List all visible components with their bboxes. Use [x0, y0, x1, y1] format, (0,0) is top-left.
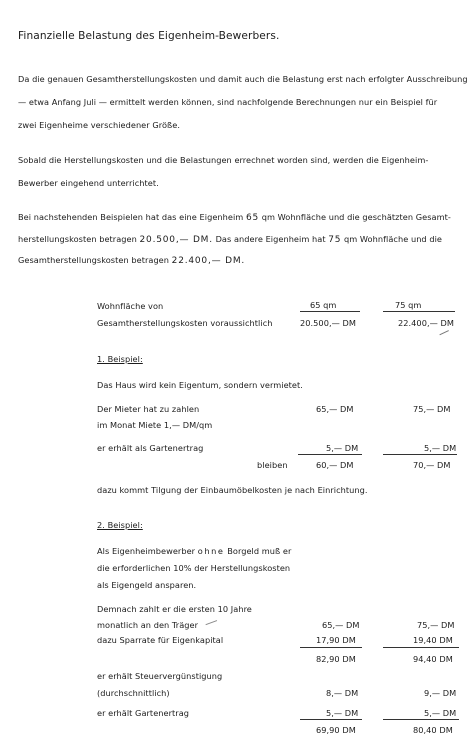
p3-cost-20500: 20.500,— DM.	[139, 235, 213, 245]
sparrate-label: dazu Sparrate für Eigenkapital	[97, 635, 224, 645]
b1-garten-col2: 5,— DM	[424, 443, 457, 453]
p3-text-l2c: Das andere Eigenheim hat	[215, 234, 326, 244]
p3-text-l2a: herstellungskosten betragen	[18, 234, 137, 244]
mieter-col1: 65,— DM	[316, 404, 354, 414]
intro-p3-line3	[18, 255, 245, 266]
b2-sum-rule-col1	[300, 647, 362, 648]
col1-header-rule	[300, 311, 360, 312]
kosten-col1: 20.500,— DM	[300, 318, 356, 328]
beispiel1-heading: 1. Beispiel:	[97, 354, 143, 364]
b2-text-a: Als Eigenheimbewerber	[97, 546, 196, 556]
b2-text-line2: die erforderlichen 10% der Herstellungskosten	[97, 563, 291, 573]
wohnflaeche-label: Wohnfläche von	[97, 301, 164, 311]
b2-sum-rule-col2	[383, 647, 459, 648]
sparrate-col2: 19,40 DM	[413, 635, 453, 645]
b1-col1-rule	[298, 454, 362, 455]
col2-header-rule	[383, 311, 455, 312]
total-col2: 80,40 DM	[413, 725, 453, 735]
b1-col2-rule	[383, 454, 457, 455]
bleiben-label: bleiben	[257, 460, 288, 470]
b2-total-rule-col2	[383, 719, 459, 720]
total-col1: 69,90 DM	[316, 725, 356, 735]
b2-total-rule-col1	[300, 719, 362, 720]
pen-mark-2	[206, 620, 219, 629]
col2-area: 75 qm	[395, 300, 422, 310]
b2-garten-col1: 5,— DM	[326, 708, 359, 718]
traeger-col1: 65,— DM	[322, 620, 360, 630]
b2-text-line1	[97, 546, 291, 556]
p3-area-75: 75	[328, 235, 342, 245]
b1-garten-col1: 5,— DM	[326, 443, 359, 453]
steuer-line1: er erhält Steuervergünstigung	[97, 671, 223, 681]
intro-p1-line3: zwei Eigenheime verschiedener Größe.	[18, 120, 180, 130]
b2-text-line3: als Eigengeld ansparen.	[97, 580, 197, 590]
mieter-line1: Der Mieter hat zu zahlen	[97, 404, 200, 414]
p3-text-c: qm Wohnfläche und die geschätzten Gesamt-	[261, 212, 451, 222]
intro-p2-line1: Sobald die Herstellungskosten und die Belastungen errechnet worden sind, werden die Eigenheim-	[18, 155, 429, 165]
p3-area-65: 65	[246, 213, 260, 223]
page-title: Finanzielle Belastung des Eigenheim-Bewerbers.	[18, 30, 280, 42]
mieter-line2: im Monat Miete 1,— DM/qm	[97, 420, 213, 430]
intro-p3-line2	[18, 234, 442, 245]
intro-p3-line1	[18, 212, 451, 223]
pen-mark	[439, 330, 450, 339]
beispiel2-heading: 2. Beispiel:	[97, 520, 143, 530]
intro-p1-line1: Da die genauen Gesamtherstellungskosten und damit auch die Belastung erst nach erfolgter Ausschreibung	[18, 74, 468, 84]
p3-cost-22400: 22.400,— DM.	[171, 256, 246, 266]
col1-area: 65 qm	[310, 300, 337, 310]
p3-text-a: Bei nachstehenden Beispielen hat das eine Eigenheim	[18, 212, 244, 222]
sum1-col1: 82,90 DM	[316, 654, 356, 664]
b2-garten-col2: 5,— DM	[424, 708, 457, 718]
b2-garten-label: er erhält Gartenertrag	[97, 708, 190, 718]
b2-text-c: Borgeld muß er	[227, 546, 292, 556]
sparrate-col1: 17,90 DM	[316, 635, 356, 645]
steuer-col1: 8,— DM	[326, 688, 359, 698]
beispiel1-text: Das Haus wird kein Eigentum, sondern vermietet.	[97, 380, 303, 390]
kosten-label: Gesamtherstellungskosten voraussichtlich	[97, 318, 273, 328]
bleiben-col2: 70,— DM	[413, 460, 451, 470]
b2-text-ohne: ohne	[197, 546, 225, 556]
bleiben-col1: 60,— DM	[316, 460, 354, 470]
p3-text-l3a: Gesamtherstellungskosten betragen	[18, 255, 170, 265]
traeger-col2: 75,— DM	[417, 620, 455, 630]
b1-garten-label: er erhält als Gartenertrag	[97, 443, 204, 453]
sum1-col2: 94,40 DM	[413, 654, 453, 664]
intro-p1-line2: — etwa Anfang Juli — ermittelt werden können, sind nachfolgende Berechnungen nur ein Beispiel für	[18, 97, 438, 107]
steuer-col2: 9,— DM	[424, 688, 457, 698]
demnach-line2: monatlich an den Träger	[97, 620, 199, 630]
beispiel1-note: dazu kommt Tilgung der Einbaumöbelkosten je nach Einrichtung.	[97, 485, 368, 495]
p3-text-l2e: qm Wohnfläche und die	[343, 234, 442, 244]
demnach-line1: Demnach zahlt er die ersten 10 Jahre	[97, 604, 252, 614]
steuer-line2: (durchschnittlich)	[97, 688, 170, 698]
intro-p2-line2: Bewerber eingehend unterrichtet.	[18, 178, 159, 188]
kosten-col2: 22.400,— DM	[398, 318, 454, 328]
mieter-col2: 75,— DM	[413, 404, 451, 414]
